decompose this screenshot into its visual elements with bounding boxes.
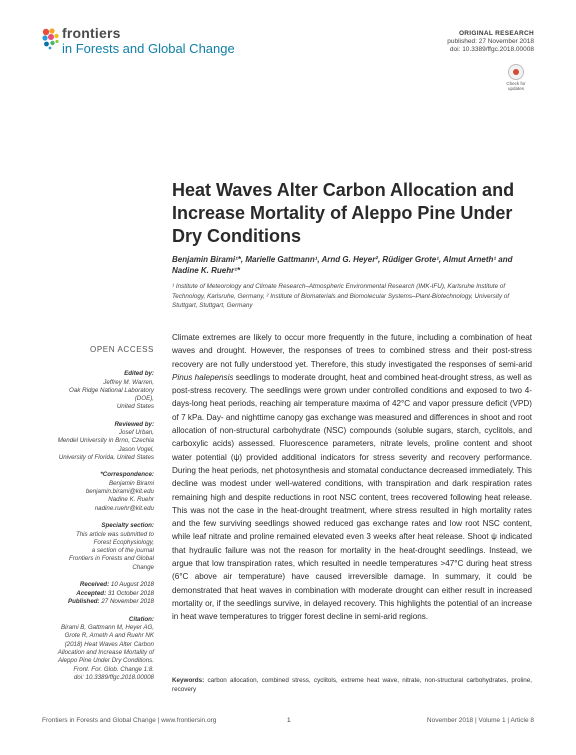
open-access-label: OPEN ACCESS <box>90 345 154 354</box>
page-footer <box>42 717 534 727</box>
keywords <box>172 676 532 694</box>
correspondence-label: *Correspondence: <box>100 471 154 479</box>
editor-name: Jeffrey M. Warren, <box>103 378 154 386</box>
affiliations: ¹ Institute of Meteorology and Climate Research–Atmospheric Environmental Research (IMK-IFU), Karlsruhe Institute of Technology, Karlsruhe, Germany, ² Institute of Biomaterials and Biomolecular Systems–Plant-Biotechnology, University of Stuttgart, Stuttgart, Germany <box>172 283 510 309</box>
footer-issue-info: November 2018 | Volume 1 | Article 8 <box>426 717 534 724</box>
editor-affiliation: Oak Ridge National Laboratory (DOE), <box>69 386 154 403</box>
published-date-sidebar: Published: 27 November 2018 <box>67 598 154 606</box>
article-type: ORIGINAL RESEARCH <box>458 30 534 37</box>
edited-by-label: Edited by: <box>124 370 154 377</box>
reviewed-by-label: Reviewed by: <box>114 420 154 428</box>
published-date: published: 27 November 2018 <box>447 38 534 45</box>
check-for-updates-icon <box>508 64 524 80</box>
received-date: Received: 10 August 2018 <box>79 581 154 589</box>
correspondent-1-name: Benjamin Birami <box>108 479 154 487</box>
correspondent-2-name: Nadine K. Ruehr <box>108 496 154 504</box>
specialty-section-label: Specialty section: <box>101 522 154 530</box>
specialty-line: Frontiers in Forests and Global <box>69 555 154 563</box>
frontiers-logo-icon <box>40 26 62 50</box>
citation-line: (2018) Heat Waves Alter Carbon <box>64 640 154 648</box>
editor-country: United States <box>116 403 154 411</box>
specialty-line: Forest Ecophysiology, <box>93 538 154 546</box>
correspondent-2-email[interactable]: nadine.ruehr@kit.edu <box>94 504 154 512</box>
citation-line: Grote R, Arneth A and Ruehr NK <box>64 632 154 640</box>
footer-journal-link[interactable]: Frontiers in Forests and Global Change | www.frontiersin.org <box>42 717 217 724</box>
check-for-updates-label: Check for updates <box>506 81 526 91</box>
specialty-line: Change <box>132 563 154 571</box>
journal-name: in Forests and Global Change <box>62 41 235 56</box>
reviewer-2-affiliation: University of Florida, United States <box>58 454 154 462</box>
citation-line: Aleppo Pine Under Dry Conditions. <box>58 657 154 665</box>
species-name: Pinus halepensis <box>172 372 234 382</box>
citation-line: Allocation and Increase Mortality of <box>57 648 154 656</box>
citation-line: Front. For. Glob. Change 1:8. <box>73 665 154 673</box>
author-list: Benjamin Birami¹*, Marielle Gattmann¹, Arnd G. Heyer², Rüdiger Grote¹, Almut Arneth¹ and Nadine K. Ruehr¹* <box>172 255 513 275</box>
doi[interactable]: doi: 10.3389/ffgc.2018.00008 <box>449 46 534 53</box>
correspondent-1-email[interactable]: benjamin.birami@kit.edu <box>85 488 154 496</box>
article-sidebar <box>50 345 154 682</box>
citation-label: Citation: <box>128 615 154 623</box>
specialty-line: a section of the journal <box>91 547 154 555</box>
article-meta <box>447 30 534 54</box>
reviewer-2-name: Jason Vogel, <box>118 445 154 453</box>
citation-doi[interactable]: doi: 10.3389/ffgc.2018.00008 <box>73 673 154 681</box>
keywords-list: carbon allocation, combined stress, cyclitols, extreme heat wave, nitrate, non-structural carbohydrates, proline, recovery <box>172 677 533 693</box>
reviewer-1-name: Josef Urban, <box>118 429 154 437</box>
page-number: 1 <box>287 717 291 724</box>
abstract: Climate extremes are likely to occur more frequently in the future, including a combination of heat waves and drought. However, the responses of trees to combined stress and their post-stress recovery are not fully understood yet. Therefore, this study investigated the responses of semi-arid Pinus halepensis seedlings to moderate drought, heat and combined heat-drought stress, as well as post-stress recovery. The seedlings were grown under controlled conditions and exposed to two 4-days-long heat periods, reaching air temperature maxima of 42°C and vapor pressure deficit (VPD) of 7 kPa. Day- and nighttime canopy gas exchange was measured and differences in shoot and root allocation of non-structural carbohydrate (NSC) compounds (soluble sugars, starch, cyclitols, and carboxylic acids) assessed. Fluorescence parameters, nitrate levels, proline content and shoot water potential (ψ) provided additional indicators for stress severity and recovery performance. During the heat periods, net photosynthesis and stomatal conductance decreased immediately. This decline was modest under well-watered conditions, with transpiration and dark respiration rates remaining high and despite reductions in root NSC content, trees recovered following heat release. This was not the case in the heat-drought treatment, where stress resulted in high mortality rates and the few surviving seedlings showed reduced gas exchange rates and low root NSC content, while leaf nitrate and proline remained elevated even 3 weeks after heat release. Shoot ψ indicated that hydraulic failure was not the reason for mortality in the heat-drought seedlings. Instead, we argue that low transpiration rates, which resulted in needle temperatures >47°C during heat stress (6°C above air temperature) have caused irreversible damage. In summary, it could be demonstrated that heat waves in combination with moderate drought can either result in increased mortality or, if the seedlings survive, in delayed recovery. This highlights the potential of an increase in heat wave temperatures to trigger forest decline in semi-arid regions. <box>172 333 532 622</box>
keywords-label: Keywords: <box>172 677 205 684</box>
reviewer-1-affiliation: Mendel University in Brno, Czechia <box>57 437 154 445</box>
check-for-updates-button[interactable] <box>504 64 528 92</box>
accepted-date: Accepted: 31 October 2018 <box>76 589 154 597</box>
article-title: Heat Waves Alter Carbon Allocation and Increase Mortality of Aleppo Pine Under Dry Conditions <box>172 180 515 246</box>
specialty-line: This article was submitted to <box>75 530 154 538</box>
citation-line: Birami B, Gattmann M, Heyer AG, <box>61 624 154 632</box>
brand-name: frontiers <box>62 25 121 41</box>
